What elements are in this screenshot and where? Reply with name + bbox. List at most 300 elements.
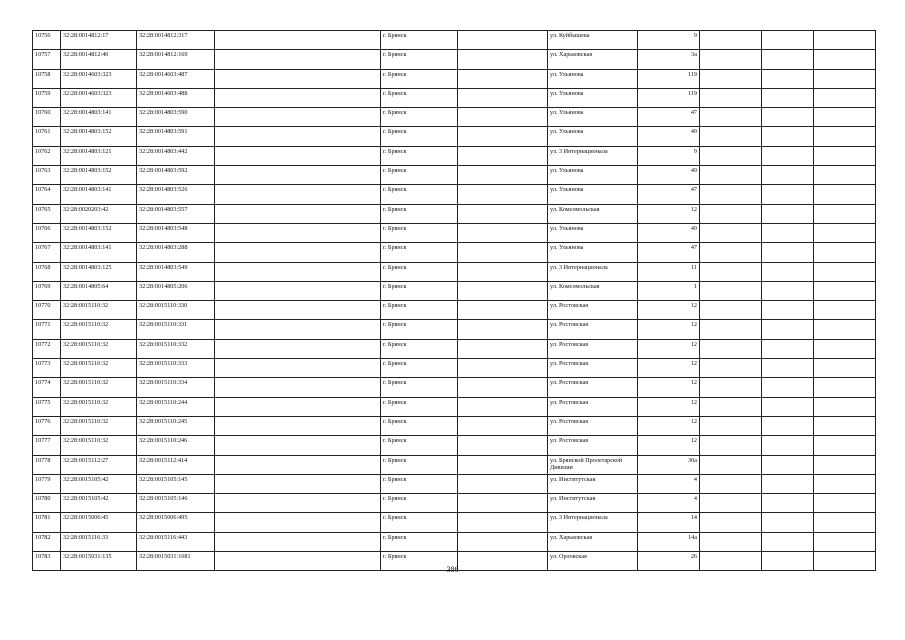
cell-extra-1 [700,281,762,300]
cell-extra-3 [814,436,876,455]
cell-extra-3 [814,166,876,185]
cell-district [458,301,548,320]
cell-district [458,69,548,88]
cell-row-number: 10779 [33,474,61,493]
cell-object-cadastral-number: 32:28:0015116:443 [137,532,215,551]
cell-extra-1 [700,339,762,358]
cell-row-number: 10775 [33,397,61,416]
cell-extra-2 [762,397,814,416]
cell-row-number: 10783 [33,552,61,571]
cell-street: ул. Ростовская [548,436,638,455]
cell-district [458,88,548,107]
cell-locality: г. Брянск [381,204,458,223]
cell-extra-1 [700,513,762,532]
cell-description [215,166,381,185]
cell-object-cadastral-number: 32:28:0015110:246 [137,436,215,455]
cell-house-number: 1 [638,281,700,300]
cell-house-number: 49 [638,223,700,242]
cell-street: ул. Ульянова [548,185,638,204]
cell-parcel-cadastral-number: 32:28:0014812:17 [61,31,137,50]
cell-row-number: 10777 [33,436,61,455]
cell-street: ул. Ульянова [548,223,638,242]
cell-extra-3 [814,455,876,474]
cell-description [215,185,381,204]
cell-parcel-cadastral-number: 32:28:0014803:141 [61,108,137,127]
cell-extra-2 [762,223,814,242]
cell-extra-3 [814,243,876,262]
cell-row-number: 10781 [33,513,61,532]
cell-object-cadastral-number: 32:28:0014803:557 [137,204,215,223]
cell-parcel-cadastral-number: 32:28:0014803:152 [61,223,137,242]
table-row [33,339,876,358]
cell-extra-2 [762,436,814,455]
page-number: 386 [446,565,459,574]
cell-extra-2 [762,69,814,88]
cell-extra-2 [762,166,814,185]
cell-locality: г. Брянск [381,455,458,474]
cell-house-number: 12 [638,378,700,397]
cell-street: ул. Орловская [548,552,638,571]
cell-description [215,88,381,107]
cell-extra-2 [762,455,814,474]
cell-house-number: 14а [638,532,700,551]
cell-object-cadastral-number: 32:28:0015110:333 [137,359,215,378]
cell-district [458,474,548,493]
cell-row-number: 10766 [33,223,61,242]
cell-extra-1 [700,397,762,416]
cell-extra-1 [700,416,762,435]
cell-extra-3 [814,50,876,69]
cell-description [215,69,381,88]
cell-street: ул. Институтская [548,494,638,513]
cell-object-cadastral-number: 32:28:0014603:488 [137,88,215,107]
cell-parcel-cadastral-number: 32:28:0015031:135 [61,552,137,571]
cell-extra-3 [814,494,876,513]
cell-description [215,359,381,378]
table-row [33,108,876,127]
cell-locality: г. Брянск [381,31,458,50]
cell-description [215,243,381,262]
cell-extra-3 [814,378,876,397]
cell-house-number: 49 [638,127,700,146]
cell-locality: г. Брянск [381,359,458,378]
cell-extra-3 [814,185,876,204]
cell-street: ул. Ростовская [548,320,638,339]
cell-locality: г. Брянск [381,50,458,69]
cell-parcel-cadastral-number: 32:28:0015110:32 [61,359,137,378]
cell-street: ул. Ульянова [548,166,638,185]
cell-street: ул. Институтская [548,474,638,493]
table-row [33,474,876,493]
cell-extra-2 [762,416,814,435]
table-row [33,416,876,435]
cell-row-number: 10780 [33,494,61,513]
cell-extra-2 [762,513,814,532]
cell-locality: г. Брянск [381,378,458,397]
cell-house-number: 12 [638,416,700,435]
cell-object-cadastral-number: 32:28:0015105:146 [137,494,215,513]
cell-extra-1 [700,223,762,242]
cell-house-number: 4 [638,494,700,513]
cell-description [215,262,381,281]
cell-street: ул. 3 Интернационала [548,146,638,165]
cell-extra-1 [700,359,762,378]
cell-extra-2 [762,378,814,397]
cell-district [458,185,548,204]
cell-district [458,455,548,474]
cell-description [215,513,381,532]
cell-street: ул. Ульянова [548,108,638,127]
cell-extra-2 [762,31,814,50]
cell-parcel-cadastral-number: 32:28:0015116:33 [61,532,137,551]
cell-description [215,31,381,50]
table-row [33,166,876,185]
cell-street: ул. Ростовская [548,359,638,378]
cell-extra-1 [700,146,762,165]
cell-street: ул. Ростовская [548,397,638,416]
cell-district [458,532,548,551]
cell-description [215,223,381,242]
table-row [33,204,876,223]
cell-extra-1 [700,69,762,88]
table-row [33,88,876,107]
cell-locality: г. Брянск [381,397,458,416]
cell-parcel-cadastral-number: 32:28:0020203:42 [61,204,137,223]
cell-object-cadastral-number: 32:28:0014803:590 [137,108,215,127]
cell-object-cadastral-number: 32:28:0014803:526 [137,185,215,204]
cell-extra-1 [700,108,762,127]
cell-extra-3 [814,262,876,281]
cell-extra-2 [762,359,814,378]
cell-street: ул. Ульянова [548,243,638,262]
cell-extra-2 [762,127,814,146]
cell-extra-3 [814,397,876,416]
cell-row-number: 10760 [33,108,61,127]
cell-row-number: 10756 [33,31,61,50]
cell-extra-3 [814,204,876,223]
cell-extra-3 [814,88,876,107]
cell-locality: г. Брянск [381,513,458,532]
cell-house-number: 11 [638,262,700,281]
cell-district [458,320,548,339]
cell-house-number: 9 [638,146,700,165]
table-row [33,397,876,416]
table-row [33,146,876,165]
cell-district [458,204,548,223]
cell-row-number: 10765 [33,204,61,223]
cell-parcel-cadastral-number: 32:28:0015110:32 [61,397,137,416]
cell-extra-1 [700,185,762,204]
cell-extra-1 [700,301,762,320]
cell-row-number: 10771 [33,320,61,339]
cell-locality: г. Брянск [381,88,458,107]
cell-street: ул. Ульянова [548,127,638,146]
table-row [33,301,876,320]
cell-street: ул. Ростовская [548,301,638,320]
cell-extra-1 [700,436,762,455]
cell-locality: г. Брянск [381,339,458,358]
cell-street: ул. Ростовская [548,378,638,397]
cell-extra-1 [700,31,762,50]
cell-extra-3 [814,301,876,320]
cell-row-number: 10762 [33,146,61,165]
cell-house-number: 14 [638,513,700,532]
cell-district [458,223,548,242]
cell-house-number: 3а [638,50,700,69]
cell-extra-2 [762,88,814,107]
cell-parcel-cadastral-number: 32:28:0014803:121 [61,146,137,165]
cell-extra-3 [814,532,876,551]
cell-extra-2 [762,243,814,262]
cell-description [215,204,381,223]
cell-row-number: 10761 [33,127,61,146]
cell-extra-2 [762,301,814,320]
cell-parcel-cadastral-number: 32:28:0015112:27 [61,455,137,474]
cell-locality: г. Брянск [381,281,458,300]
cell-extra-3 [814,416,876,435]
cell-locality: г. Брянск [381,532,458,551]
cell-extra-3 [814,359,876,378]
cell-description [215,127,381,146]
cell-district [458,281,548,300]
cell-house-number: 12 [638,320,700,339]
cell-district [458,416,548,435]
cell-extra-1 [700,262,762,281]
cell-locality: г. Брянск [381,474,458,493]
cell-house-number: 12 [638,339,700,358]
cell-locality: г. Брянск [381,301,458,320]
cell-extra-1 [700,50,762,69]
table-body [33,31,876,571]
cell-object-cadastral-number: 32:28:0015110:332 [137,339,215,358]
cell-object-cadastral-number: 32:28:0014603:487 [137,69,215,88]
cell-description [215,378,381,397]
cell-row-number: 10769 [33,281,61,300]
cell-row-number: 10757 [33,50,61,69]
cell-parcel-cadastral-number: 32:28:0014803:125 [61,262,137,281]
cell-extra-1 [700,243,762,262]
cell-parcel-cadastral-number: 32:28:0014803:152 [61,127,137,146]
cell-row-number: 10767 [33,243,61,262]
cell-locality: г. Брянск [381,69,458,88]
table-row [33,50,876,69]
cell-object-cadastral-number: 32:28:0014803:442 [137,146,215,165]
cell-street: ул. Ростовская [548,416,638,435]
cell-district [458,243,548,262]
cell-parcel-cadastral-number: 32:28:0014812:40 [61,50,137,69]
cell-locality: г. Брянск [381,494,458,513]
table-row [33,532,876,551]
cell-parcel-cadastral-number: 32:28:0014803:141 [61,185,137,204]
cell-extra-3 [814,513,876,532]
cell-house-number: 12 [638,301,700,320]
table-row [33,185,876,204]
cell-house-number: 12 [638,359,700,378]
cell-extra-3 [814,146,876,165]
cell-object-cadastral-number: 32:28:0015006:495 [137,513,215,532]
cell-description [215,339,381,358]
cell-extra-2 [762,262,814,281]
cell-locality: г. Брянск [381,166,458,185]
cell-description [215,50,381,69]
cell-parcel-cadastral-number: 32:28:0015006:45 [61,513,137,532]
cell-extra-1 [700,88,762,107]
cell-locality: г. Брянск [381,185,458,204]
cell-extra-2 [762,146,814,165]
cell-parcel-cadastral-number: 32:28:0014603:323 [61,88,137,107]
cell-street: ул. Куйбышева [548,31,638,50]
cell-extra-2 [762,320,814,339]
cell-extra-1 [700,378,762,397]
cell-row-number: 10773 [33,359,61,378]
cell-locality: г. Брянск [381,436,458,455]
cell-extra-3 [814,223,876,242]
cell-extra-3 [814,31,876,50]
cell-district [458,397,548,416]
cell-object-cadastral-number: 32:28:0014803:548 [137,223,215,242]
cell-locality: г. Брянск [381,262,458,281]
cell-district [458,50,548,69]
cell-extra-2 [762,281,814,300]
table-row [33,69,876,88]
cell-house-number: 30а [638,455,700,474]
cell-description [215,532,381,551]
table-row [33,320,876,339]
cell-description [215,416,381,435]
cell-extra-1 [700,127,762,146]
cell-extra-2 [762,339,814,358]
table-row [33,243,876,262]
cell-locality: г. Брянск [381,146,458,165]
cell-extra-2 [762,494,814,513]
cell-district [458,436,548,455]
cell-parcel-cadastral-number: 32:28:0014803:152 [61,166,137,185]
table-row [33,281,876,300]
registry-table [32,30,876,571]
cell-object-cadastral-number: 32:28:0015112:414 [137,455,215,474]
cell-extra-3 [814,339,876,358]
table-row [33,127,876,146]
cell-locality: г. Брянск [381,108,458,127]
cell-street: ул. Харьковская [548,50,638,69]
cell-locality: г. Брянск [381,320,458,339]
cell-row-number: 10776 [33,416,61,435]
cell-extra-3 [814,108,876,127]
cell-row-number: 10772 [33,339,61,358]
cell-object-cadastral-number: 32:28:0015110:245 [137,416,215,435]
cell-object-cadastral-number: 32:28:0014805:206 [137,281,215,300]
cell-district [458,166,548,185]
cell-house-number: 9 [638,31,700,50]
cell-district [458,31,548,50]
cell-extra-2 [762,532,814,551]
cell-extra-3 [814,281,876,300]
table-row [33,494,876,513]
cell-extra-3 [814,474,876,493]
cell-object-cadastral-number: 32:28:0015110:244 [137,397,215,416]
cell-parcel-cadastral-number: 32:28:0014803:141 [61,243,137,262]
cell-district [458,359,548,378]
cell-street: ул. Ульянова [548,69,638,88]
cell-extra-2 [762,108,814,127]
cell-house-number: 26 [638,552,700,571]
cell-extra-2 [762,204,814,223]
cell-district [458,108,548,127]
cell-parcel-cadastral-number: 32:28:0014805:64 [61,281,137,300]
cell-district [458,378,548,397]
cell-parcel-cadastral-number: 32:28:0014603:323 [61,69,137,88]
cell-extra-1 [700,474,762,493]
cell-district [458,146,548,165]
cell-district [458,494,548,513]
cell-extra-2 [762,474,814,493]
cell-row-number: 10764 [33,185,61,204]
cell-house-number: 49 [638,166,700,185]
cell-district [458,262,548,281]
cell-row-number: 10763 [33,166,61,185]
table-row [33,513,876,532]
cell-parcel-cadastral-number: 32:28:0015105:42 [61,494,137,513]
cell-row-number: 10758 [33,69,61,88]
cell-object-cadastral-number: 32:28:0015110:331 [137,320,215,339]
cell-parcel-cadastral-number: 32:28:0015110:32 [61,436,137,455]
cell-street: ул. 3 Интернационала [548,262,638,281]
table-row [33,455,876,474]
cell-description [215,436,381,455]
cell-street: ул. Ростовская [548,339,638,358]
cell-house-number: 119 [638,69,700,88]
cell-description [215,146,381,165]
cell-district [458,127,548,146]
cell-district [458,513,548,532]
cell-row-number: 10768 [33,262,61,281]
cell-description [215,474,381,493]
cell-extra-3 [814,127,876,146]
cell-description [215,494,381,513]
cell-street: ул. Комсомольская [548,281,638,300]
cell-description [215,320,381,339]
table-row [33,31,876,50]
cell-extra-1 [700,320,762,339]
cell-locality: г. Брянск [381,223,458,242]
cell-object-cadastral-number: 32:28:0014803:549 [137,262,215,281]
cell-extra-3 [814,69,876,88]
cell-row-number: 10782 [33,532,61,551]
cell-locality: г. Брянск [381,416,458,435]
cell-extra-1 [700,166,762,185]
cell-extra-1 [700,532,762,551]
cell-house-number: 12 [638,204,700,223]
cell-description [215,281,381,300]
cell-house-number: 47 [638,243,700,262]
table-row [33,262,876,281]
cell-row-number: 10770 [33,301,61,320]
cell-street: ул. Ульянова [548,88,638,107]
cell-street: ул. 3 Интернационала [548,513,638,532]
cell-extra-1 [700,494,762,513]
cell-locality: г. Брянск [381,552,458,571]
cell-extra-3 [814,320,876,339]
cell-row-number: 10774 [33,378,61,397]
cell-parcel-cadastral-number: 32:28:0015110:32 [61,339,137,358]
cell-object-cadastral-number: 32:28:0015110:330 [137,301,215,320]
cell-house-number: 4 [638,474,700,493]
cell-street: ул. Комсомольская [548,204,638,223]
cell-description [215,108,381,127]
cell-house-number: 12 [638,436,700,455]
cell-house-number: 47 [638,108,700,127]
table-row [33,378,876,397]
